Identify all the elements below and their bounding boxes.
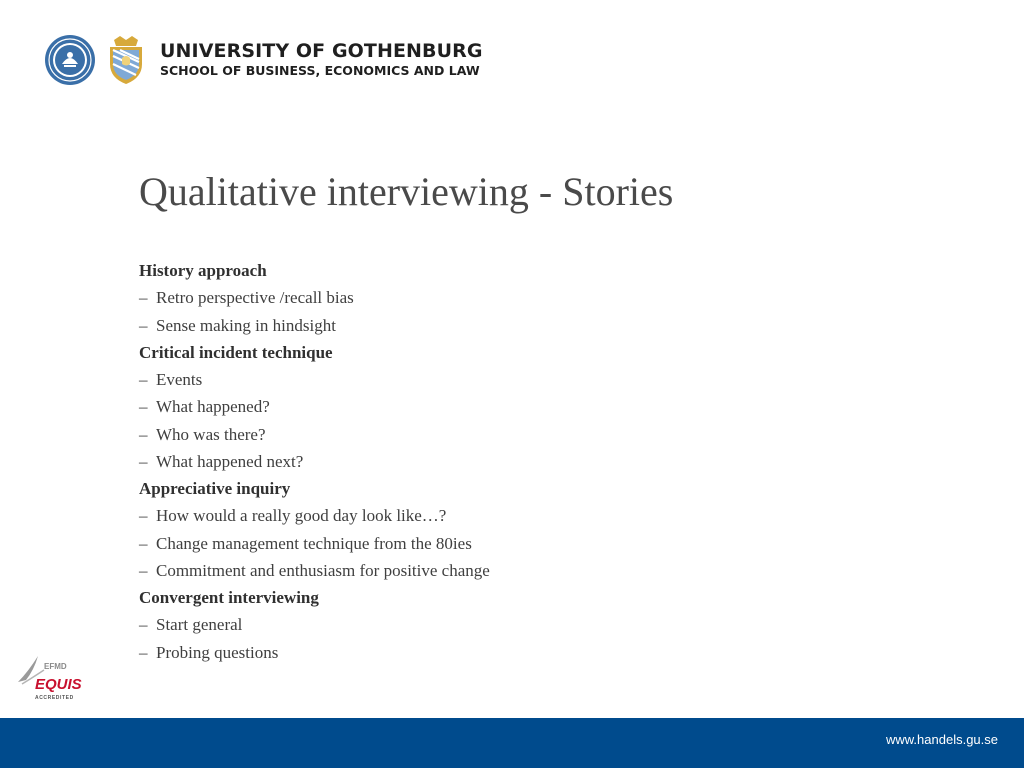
list-item-text: How would a really good day look like…?	[156, 506, 447, 526]
dash-bullet: –	[139, 315, 148, 335]
footer-website-link[interactable]: www.handels.gu.se	[885, 732, 998, 747]
list-item-text: Retro perspective /recall bias	[156, 288, 354, 308]
list-item	[139, 312, 839, 339]
list-item	[139, 448, 839, 475]
slide-content	[139, 257, 839, 666]
footer-bar	[0, 718, 1024, 768]
list-item-text: Events	[156, 370, 203, 389]
dash-bullet: –	[139, 533, 148, 553]
list-item-text: Probing questions	[156, 642, 279, 662]
list-item	[139, 421, 839, 448]
university-name: UNIVERSITY OF GOTHENBURG	[160, 40, 483, 62]
dash-bullet: –	[139, 560, 148, 580]
slide-title: Qualitative interviewing - Stories	[139, 169, 674, 214]
list-item	[139, 366, 839, 393]
efmd-text: EFMD	[44, 662, 67, 671]
school-name: SCHOOL OF BUSINESS, ECONOMICS AND LAW	[160, 63, 480, 78]
list-item	[139, 502, 839, 529]
university-wordmark	[160, 40, 483, 80]
list-item-text: Commitment and enthusiasm for positive change	[156, 560, 490, 580]
list-item	[139, 611, 839, 638]
dash-bullet: –	[139, 451, 148, 471]
list-item-text: Sense making in hindsight	[156, 315, 336, 335]
dash-bullet: –	[139, 642, 148, 662]
dash-bullet: –	[139, 370, 148, 389]
list-item	[139, 393, 839, 420]
list-item-text: Who was there?	[156, 424, 266, 444]
header	[44, 34, 483, 86]
section-heading: History approach	[139, 261, 267, 280]
list-item-text: What happened next?	[156, 451, 304, 471]
list-item	[139, 639, 839, 666]
section-heading: Convergent interviewing	[139, 588, 319, 607]
dash-bullet: –	[139, 288, 148, 308]
list-item	[139, 557, 839, 584]
dash-bullet: –	[139, 397, 148, 417]
university-seal-icon	[44, 34, 96, 86]
list-item	[139, 530, 839, 557]
equis-accreditation-logo	[14, 652, 86, 704]
list-item-text: Start general	[156, 615, 243, 635]
section-heading: Critical incident technique	[139, 342, 333, 362]
school-crest-icon	[100, 34, 152, 86]
section-heading: Appreciative inquiry	[139, 479, 291, 498]
list-item	[139, 284, 839, 311]
dash-bullet: –	[139, 424, 148, 444]
accredited-text: ACCREDITED	[35, 695, 74, 701]
list-item-text: Change management technique from the 80ies	[156, 533, 472, 553]
equis-text: EQUIS	[35, 676, 82, 693]
dash-bullet: –	[139, 615, 148, 635]
list-item-text: What happened?	[156, 397, 270, 417]
dash-bullet: –	[139, 506, 148, 526]
